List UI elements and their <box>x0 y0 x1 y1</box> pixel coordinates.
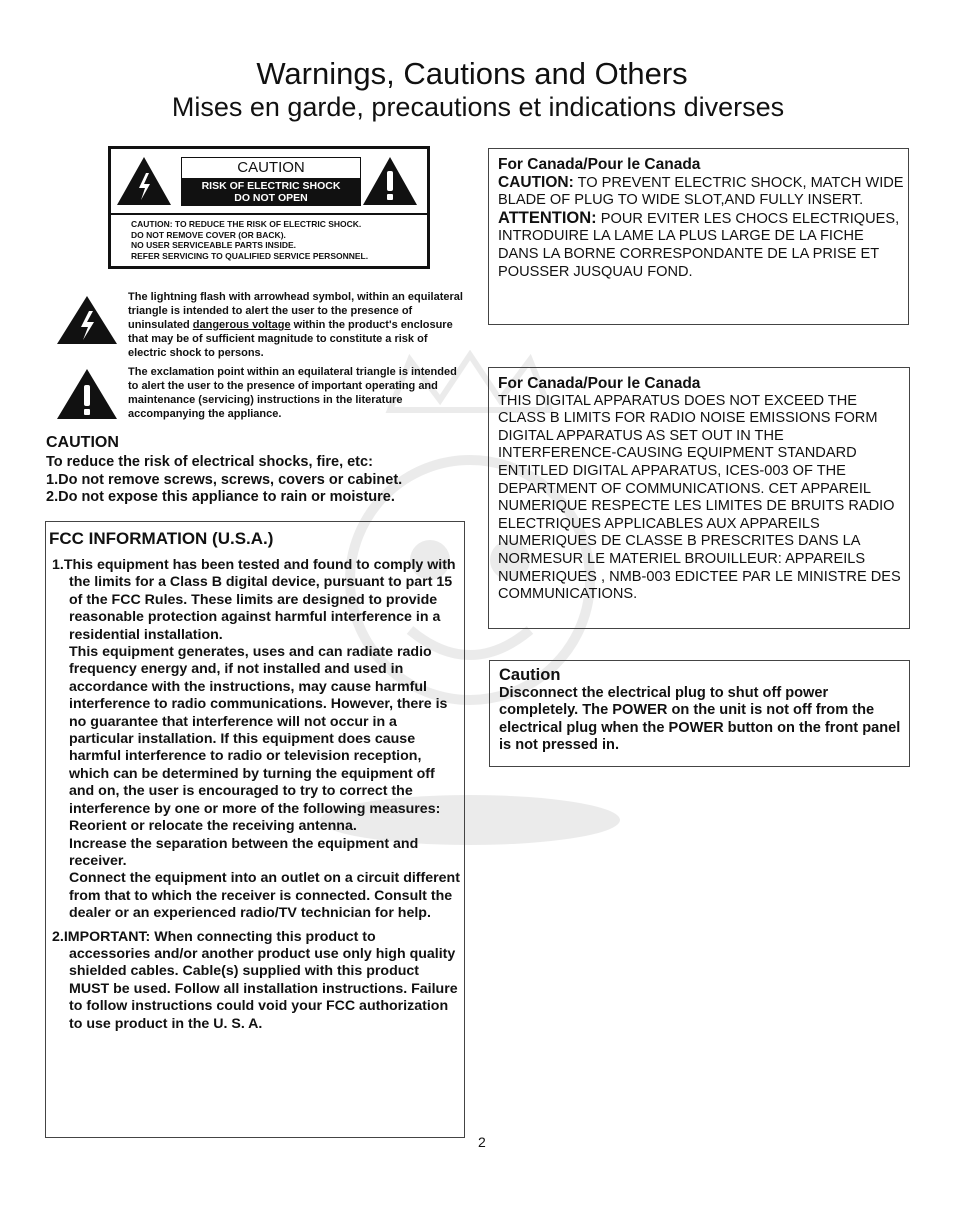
fcc-item-2-number: 2. <box>52 928 64 945</box>
important-label: IMPORTANT: <box>63 928 151 945</box>
risk-text: RISK OF ELECTRIC SHOCK <box>201 180 341 192</box>
fcc-measure: Increase the separation between the equipment and receiver. <box>69 835 419 869</box>
canada-attention-text: POUR EVITER LES CHOCS ELECTRIQUES, INTRODUIRE LA LAME LA PLUS LARGE DE LA FICHE DANS LA BORNE CORRESPONDANTE DE LA PRISE ET POUSSER JUSQUAU FOND. <box>498 210 900 280</box>
label-line: REFER SERVICING TO QUALIFIED SERVICE PERSONNEL. <box>131 250 369 261</box>
page-number: 2 <box>478 1134 486 1150</box>
canada-heading: For Canada/Pour le Canada <box>498 375 701 392</box>
fcc-measure: Reorient or relocate the receiving antenna. <box>69 818 357 835</box>
fcc-item-2 <box>52 929 460 1033</box>
lightning-triangle-icon <box>115 155 173 207</box>
exclamation-explanation: The exclamation point within an equilateral triangle is intended to alert the user to the presence of important operating and maintenance (servicing) instructions in the literature accompanying the appliance. <box>128 366 457 420</box>
power-caution-heading: Caution <box>499 666 561 684</box>
canada-caution-paragraph <box>498 174 904 210</box>
lightning-text-post: within the product's enclosure that may be of sufficient magnitude to constitute a risk of electric shock to persons. <box>128 319 453 359</box>
fcc-information-box <box>45 521 465 1138</box>
canada-attention-paragraph <box>498 210 904 281</box>
do-not-open-text: DO NOT OPEN <box>234 192 308 204</box>
lightning-triangle-icon <box>56 295 118 345</box>
power-caution-box <box>489 660 910 767</box>
page-title: Warnings, Cautions and Others <box>256 56 688 91</box>
exclamation-triangle-icon <box>361 155 419 207</box>
caution-label-warning <box>181 179 361 206</box>
lightning-explanation <box>128 290 466 360</box>
caution-line: To reduce the risk of electrical shocks, fire, etc: <box>46 454 373 470</box>
fcc-body <box>52 557 460 1033</box>
canada-caution-label: CAUTION: <box>498 173 574 191</box>
caution-label-text <box>131 219 368 261</box>
fcc-measure: Connect the equipment into an outlet on a circuit different from that to which the receiver is connected. Consult the dealer or an experienced radio/TV technician for help. <box>69 870 460 922</box>
caution-label-title: CAUTION <box>181 157 361 179</box>
fcc-paragraph-2: This equipment generates, uses and can radiate radio frequency energy and, if not installed and used in accordance with the instructions, may cause harmful interference to radio communications. However, there is no guarantee that interference will not occur in a particular installation. If this equipment does cause harmful interference to radio or television reception, which can be determined by turning the equipment off and on, the user is encouraged to try to correct the interference by one or more of the following measures: <box>69 644 448 817</box>
canada-caution-text: TO PREVENT ELECTRIC SHOCK, MATCH WIDE BLADE OF PLUG TO WIDE SLOT,AND FULLY INSERT. <box>498 174 904 209</box>
fcc-title: FCC INFORMATION (U.S.A.) <box>49 529 274 548</box>
label-line: NO USER SERVICEABLE PARTS INSIDE. <box>131 240 296 250</box>
caution-label-box <box>108 146 430 269</box>
page-subtitle: Mises en garde, precautions et indications diverses <box>171 92 785 122</box>
power-caution-text <box>499 667 905 755</box>
caution-line: 2.Do not expose this appliance to rain or moisture. <box>46 489 395 505</box>
caution-line: 1.Do not remove screws, screws, covers or cabinet. <box>46 471 403 488</box>
caution-label-header <box>111 149 427 215</box>
fcc-item-2-text: When connecting this product to accessories and/or another product use only high quality shielded cables. Cable(s) supplied with this product MUST be used. Follow all installation instructions. Failure to follow instructions could void your FCC authorization to use product in the U. S. A. <box>69 928 458 1032</box>
label-line: CAUTION: TO REDUCE THE RISK OF ELECTRIC SHOCK. <box>131 219 362 229</box>
dangerous-voltage-text: dangerous voltage <box>192 319 291 331</box>
exclamation-triangle-icon <box>56 368 118 420</box>
canada-heading: For Canada/Pour le Canada <box>498 156 701 173</box>
canada-digital-paragraph: THIS DIGITAL APPARATUS DOES NOT EXCEED THE CLASS B LIMITS FOR RADIO NOISE EMISSIONS FORM DIGITAL APPARATUS AS SET OUT IN THE INTERFERENCE-CAUSING EQUIPMENT STANDARD ENTITLED DIGITAL APPARATUS, ICES-003 OF THE DEPARTMENT OF COMMUNICATIONS. CET APPAREIL NUMERIQUE RESPECTE LES LIMITES DE BRUITS RADIO ELECTRIQUES APPLICABLES AUX APPAREILS NUMERIQUES DE CLASSE B PRESCRITES DANS LA NORMESUR LE MATERIEL BROUILLEUR: APPAREILS NUMERIQUES , NMB-003 EDICTEE PAR LE MINISTRE DES COMMUNICATIONS. <box>498 392 901 603</box>
caution-heading: CAUTION <box>46 434 119 451</box>
power-caution-paragraph: Disconnect the electrical plug to shut off power completely. The POWER on the unit is not off from the electrical plug when the POWER button on the front panel is not pressed in. <box>499 684 901 754</box>
canada-digital-text <box>498 375 904 604</box>
canada-digital-box <box>488 367 910 629</box>
label-line: DO NOT REMOVE COVER (OR BACK). <box>131 229 286 240</box>
canada-plug-box <box>488 148 909 325</box>
caution-label-center <box>181 157 361 203</box>
canada-attention-label: ATTENTION: <box>498 208 597 227</box>
fcc-item-1: 1.This equipment has been tested and found to comply with the limits for a Class B digital device, pursuant to part 15 of the FCC Rules. These limits are designed to provide reasonable protection against harmful interference in a residential installation. <box>52 557 456 643</box>
lightning-text-pre: The lightning flash with arrowhead symbol, within an equilateral triangle is intended to alert the user to the presence of uninsulated <box>128 291 463 331</box>
canada-plug-text <box>498 156 904 281</box>
caution-list <box>46 454 402 507</box>
